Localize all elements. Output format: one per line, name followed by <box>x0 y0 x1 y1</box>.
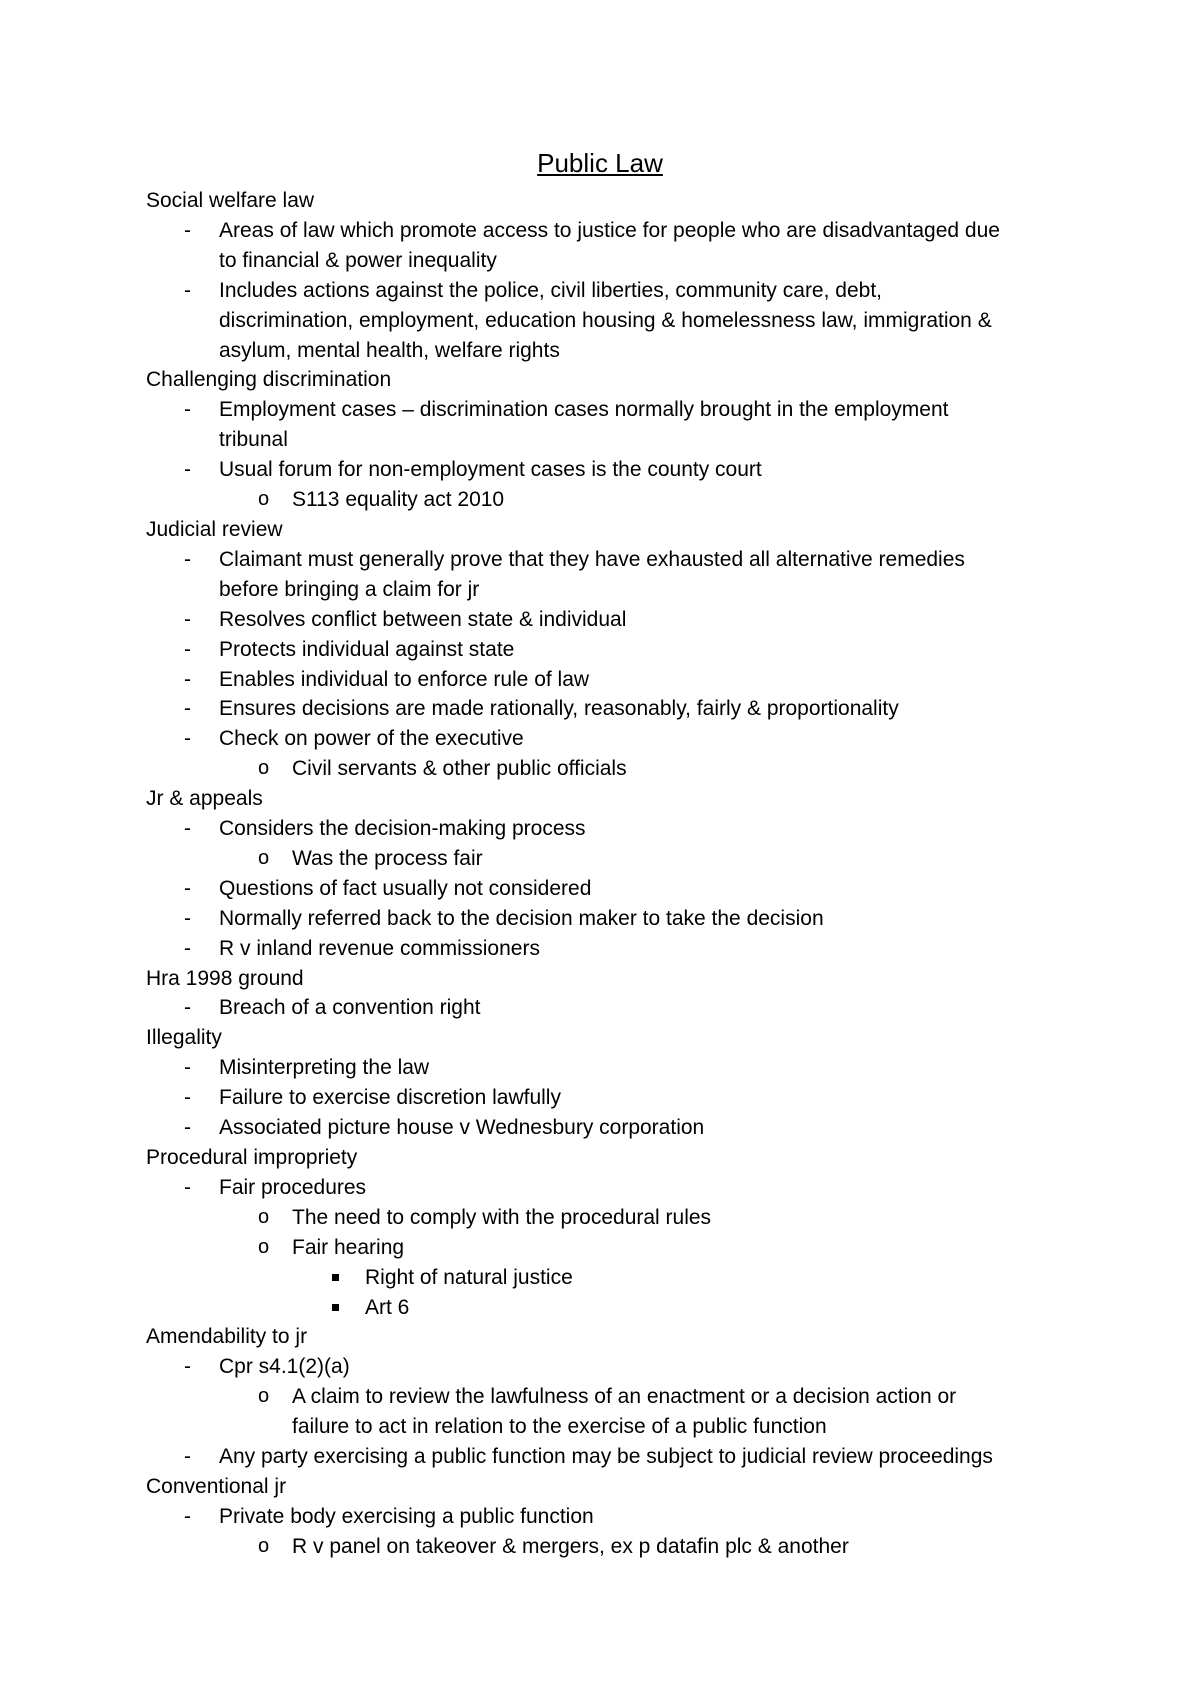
bullet-item <box>146 635 1146 665</box>
bullet-item <box>146 545 1146 575</box>
line-text: A claim to review the lawfulness of an enactment or a decision action or <box>292 1385 957 1409</box>
line-text: Claimant must generally prove that they have exhausted all alternative remedies <box>219 547 965 571</box>
bullet-item <box>146 1053 1146 1083</box>
line-text: The need to comply with the procedural rules <box>292 1205 712 1229</box>
bullet-item <box>146 874 1146 904</box>
line-text: Failure to exercise discretion lawfully <box>219 1086 561 1110</box>
bullet-continuation <box>146 306 1146 336</box>
dash-bullet-icon: - <box>184 697 191 721</box>
line-text: Was the process fair <box>292 846 483 870</box>
section-heading <box>146 186 1146 216</box>
line-text: asylum, mental health, welfare rights <box>219 338 560 362</box>
line-text: Normally referred back to the decision maker to take the decision <box>219 906 824 930</box>
bullet-item <box>146 814 1146 844</box>
bullet-item <box>146 216 1146 246</box>
dash-bullet-icon: - <box>184 1175 191 1199</box>
dash-bullet-icon: - <box>184 936 191 960</box>
dash-bullet-icon: - <box>184 876 191 900</box>
circle-bullet-icon: o <box>258 1534 270 1557</box>
bullet-continuation <box>146 575 1146 605</box>
bullet-item <box>146 276 1146 306</box>
bullet-item <box>146 993 1146 1023</box>
bullet-item <box>146 934 1146 964</box>
line-text: S113 equality act 2010 <box>292 488 505 512</box>
bullet-item <box>146 1502 1146 1532</box>
dash-bullet-icon: - <box>184 278 191 302</box>
dash-bullet-icon: - <box>184 667 191 691</box>
dash-bullet-icon: - <box>184 398 191 422</box>
line-text: Right of natural justice <box>365 1265 573 1289</box>
line-text: Usual forum for non-employment cases is the county court <box>219 458 762 482</box>
bullet-item <box>146 1263 1146 1293</box>
line-text: Areas of law which promote access to justice for people who are disadvantaged due <box>219 218 1000 242</box>
bullet-item <box>146 395 1146 425</box>
line-text: Misinterpreting the law <box>219 1056 430 1080</box>
notes-list <box>146 186 1146 1562</box>
bullet-item <box>146 1203 1146 1233</box>
page-title: Public Law <box>537 148 663 178</box>
line-text: Procedural impropriety <box>146 1146 358 1169</box>
circle-bullet-icon: o <box>258 757 270 780</box>
bullet-continuation <box>146 425 1146 455</box>
section-heading <box>146 1023 1146 1053</box>
circle-bullet-icon: o <box>258 1235 270 1258</box>
circle-bullet-icon: o <box>258 488 270 511</box>
square-bullet-icon <box>332 1274 339 1281</box>
bullet-item <box>146 605 1146 635</box>
line-text: Civil servants & other public officials <box>292 757 627 781</box>
bullet-item <box>146 485 1146 515</box>
line-text: Employment cases – discrimination cases normally brought in the employment <box>219 398 949 422</box>
bullet-item <box>146 1113 1146 1143</box>
line-text: tribunal <box>219 428 288 452</box>
square-bullet-icon <box>332 1304 339 1311</box>
bullet-continuation <box>146 246 1146 276</box>
line-text: failure to act in relation to the exercise of a public function <box>292 1415 827 1439</box>
dash-bullet-icon: - <box>184 727 191 751</box>
bullet-item <box>146 455 1146 485</box>
line-text: R v panel on takeover & mergers, ex p datafin plc & another <box>292 1534 849 1558</box>
line-text: Fair procedures <box>219 1175 367 1199</box>
dash-bullet-icon: - <box>184 547 191 571</box>
bullet-item <box>146 754 1146 784</box>
section-heading <box>146 515 1146 545</box>
bullet-item <box>146 844 1146 874</box>
line-text: Breach of a convention right <box>219 996 481 1020</box>
line-text: Any party exercising a public function may be subject to judicial review proceedings <box>219 1445 993 1469</box>
line-text: Check on power of the executive <box>219 727 524 751</box>
bullet-continuation <box>146 336 1146 366</box>
line-text: Resolves conflict between state & individual <box>219 607 627 631</box>
dash-bullet-icon: - <box>184 1445 191 1469</box>
line-text: Challenging discrimination <box>146 368 392 392</box>
bullet-item <box>146 665 1146 695</box>
line-text: Cpr s4.1(2)(a) <box>219 1355 350 1379</box>
dash-bullet-icon: - <box>184 607 191 631</box>
line-text: Enables individual to enforce rule of law <box>219 667 590 691</box>
circle-bullet-icon: o <box>258 846 270 869</box>
bullet-item <box>146 1532 1146 1562</box>
line-text: Hra 1998 ground <box>146 966 304 990</box>
section-heading <box>146 1322 1146 1352</box>
dash-bullet-icon: - <box>184 996 191 1020</box>
line-text: Social welfare law <box>146 189 315 212</box>
line-text: Jr & appeals <box>146 787 263 811</box>
bullet-continuation <box>146 1412 1146 1442</box>
circle-bullet-icon: o <box>258 1205 270 1228</box>
bullet-item <box>146 1293 1146 1323</box>
dash-bullet-icon: - <box>184 1056 191 1080</box>
line-text: to financial & power inequality <box>219 248 497 272</box>
line-text: Private body exercising a public function <box>219 1504 594 1528</box>
line-text: Amendability to jr <box>146 1325 308 1349</box>
line-text: Conventional jr <box>146 1474 287 1498</box>
bullet-item <box>146 1083 1146 1113</box>
line-text: Protects individual against state <box>219 637 515 661</box>
section-heading <box>146 1143 1146 1173</box>
line-text: before bringing a claim for jr <box>219 577 480 601</box>
line-text: Art 6 <box>365 1295 410 1319</box>
bullet-item <box>146 1173 1146 1203</box>
bullet-item <box>146 1352 1146 1382</box>
dash-bullet-icon: - <box>184 1355 191 1379</box>
dash-bullet-icon: - <box>184 1116 191 1140</box>
bullet-item <box>146 904 1146 934</box>
bullet-item <box>146 1382 1146 1412</box>
line-text: Ensures decisions are made rationally, reasonably, fairly & proportionality <box>219 697 899 721</box>
line-text: Fair hearing <box>292 1235 405 1259</box>
dash-bullet-icon: - <box>184 458 191 482</box>
line-text: Judicial review <box>146 517 283 541</box>
dash-bullet-icon: - <box>184 1504 191 1528</box>
dash-bullet-icon: - <box>184 1086 191 1110</box>
dash-bullet-icon: - <box>184 637 191 661</box>
line-text: Includes actions against the police, civil liberties, community care, debt, <box>219 278 882 302</box>
dash-bullet-icon: - <box>184 218 191 242</box>
line-text: Considers the decision-making process <box>219 817 586 841</box>
circle-bullet-icon: o <box>258 1385 270 1408</box>
line-text: Illegality <box>146 1026 222 1050</box>
section-heading <box>146 1472 1146 1502</box>
dash-bullet-icon: - <box>184 817 191 841</box>
bullet-item <box>146 724 1146 754</box>
line-text: Associated picture house v Wednesbury corporation <box>219 1116 705 1140</box>
section-heading <box>146 365 1146 395</box>
section-heading <box>146 964 1146 994</box>
line-text: Questions of fact usually not considered <box>219 876 592 900</box>
bullet-item <box>146 694 1146 724</box>
dash-bullet-icon: - <box>184 906 191 930</box>
section-heading <box>146 784 1146 814</box>
bullet-item <box>146 1233 1146 1263</box>
line-text: discrimination, employment, education housing & homelessness law, immigration & <box>219 308 992 332</box>
line-text: R v inland revenue commissioners <box>219 936 540 960</box>
bullet-item <box>146 1442 1146 1472</box>
